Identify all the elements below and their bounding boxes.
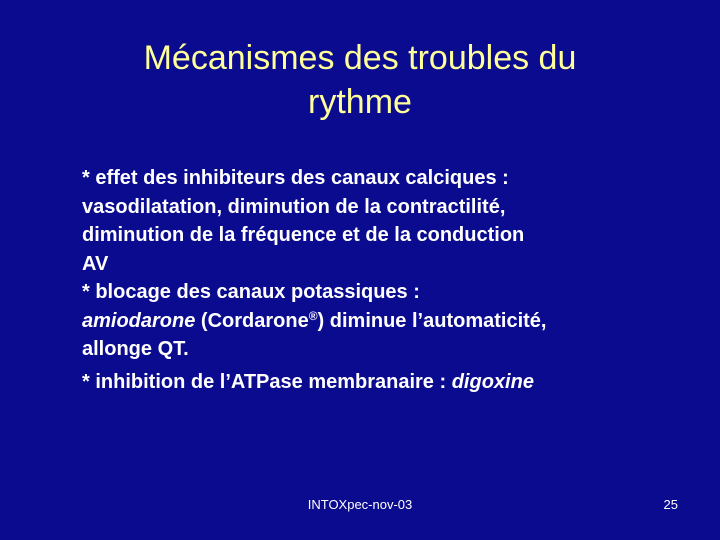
slide-body xyxy=(82,164,682,396)
body-line-1: * effet des inhibiteurs des canaux calciques : xyxy=(82,167,509,189)
slide-footer: INTOXpec-nov-03 xyxy=(307,497,413,512)
body-line-5: * blocage des canaux potassiques : xyxy=(82,281,420,303)
body-line-7: allonge QT. xyxy=(82,338,189,360)
title-line-1: Mécanismes des troubles du xyxy=(143,39,577,77)
registered-mark: ® xyxy=(308,308,318,323)
body-line-4: AV xyxy=(82,252,109,275)
body-line-6-end: ) diminue l’automaticité, xyxy=(317,309,547,332)
body-line-6-mid: (Cordarone xyxy=(195,309,309,332)
drug-name-amiodarone: amiodarone xyxy=(82,309,196,332)
body-line-6 xyxy=(82,307,682,336)
body-line-8 xyxy=(82,368,682,397)
slide-title xyxy=(60,36,660,124)
title-line-2: rythme xyxy=(308,83,412,121)
body-line-8-start: * inhibition de l’ATPase membranaire : xyxy=(82,370,452,393)
drug-name-digoxine: digoxine xyxy=(451,370,534,393)
page-number: 25 xyxy=(663,497,678,512)
body-line-2: vasodilatation, diminution de la contractilité, xyxy=(82,195,506,218)
body-line-3: diminution de la fréquence et de la conduction xyxy=(82,224,525,246)
